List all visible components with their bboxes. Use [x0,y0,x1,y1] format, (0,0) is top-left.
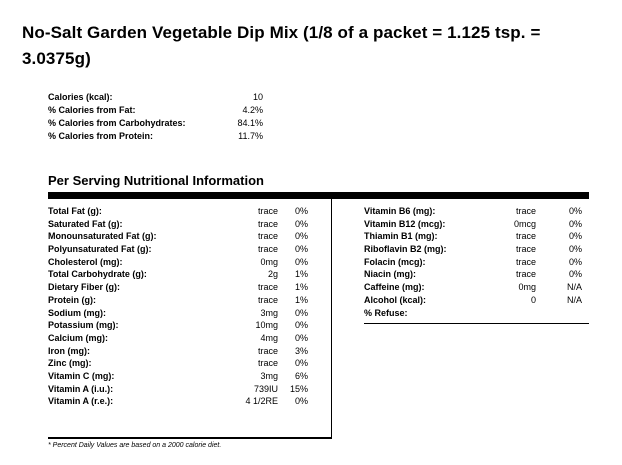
nutrient-amount: trace [257,244,278,255]
nutrient-name: Folacin (mcg): [364,256,426,267]
nutrient-amount: trace [257,282,278,293]
nutrient-amount [480,307,536,320]
nutrient-row [48,294,310,307]
summary-value: 84.1% [237,118,263,128]
nutrient-amount: 2g [267,269,278,280]
nutrient-name: Vitamin A (i.u.): [48,383,114,394]
nutrient-name: Niacin (mg): [364,269,417,280]
nutrient-amount: trace [257,358,278,369]
nutrient-daily-value: 0% [294,332,308,343]
nutrient-name: Thiamin B1 (mg): [364,231,438,242]
summary-row [48,91,263,104]
nutrient-amount: 4mg [260,332,278,343]
footer-divider [48,437,332,439]
nutrient-name: Cholesterol (mg): [48,256,123,267]
footnote: * Percent Daily Values are based on a 2000 calorie diet. [48,442,222,449]
nutrient-amount: trace [515,256,536,267]
nutrient-row [48,205,310,218]
nutrient-row [364,256,586,269]
nutrient-row [48,370,310,383]
nutrient-row [364,294,586,307]
nutrient-name: Polyunsaturated Fat (g): [48,244,152,255]
nutrient-name: Monounsaturated Fat (g): [48,231,157,242]
nutrient-amount: trace [257,345,278,356]
nutrient-amount: 10mg [255,320,278,331]
summary-label: % Calories from Carbohydrates: [48,118,186,128]
nutrient-amount: 0mcg [513,218,536,229]
nutrient-daily-value: 1% [294,282,308,293]
nutrient-daily-value: 6% [294,370,308,381]
nutrient-row [364,218,586,231]
section-title: Per Serving Nutritional Information [48,173,264,188]
nutrient-daily-value: 0% [294,231,308,242]
summary-label: % Calories from Fat: [48,105,136,115]
nutrient-row [364,268,586,281]
nutrient-daily-value: 0% [568,231,582,242]
nutrient-name: Dietary Fiber (g): [48,282,121,293]
nutrient-list-left [48,205,310,408]
nutrient-row [48,307,310,320]
nutrient-daily-value: 0% [294,358,308,369]
nutrient-daily-value: N/A [566,294,582,305]
nutrient-daily-value: 0% [294,206,308,216]
column-divider [331,199,332,438]
nutrient-amount: trace [257,231,278,242]
nutrient-amount: trace [257,206,278,216]
nutrient-amount: 0mg [518,282,536,293]
nutrient-row [48,230,310,243]
nutrient-amount: 3mg [260,307,278,318]
nutrient-amount: 4 1/2RE [245,396,278,407]
nutrient-daily-value: 0% [294,256,308,267]
summary-value: 10 [252,92,263,102]
nutrient-name: Total Carbohydrate (g): [48,269,147,280]
nutrient-name: Vitamin B12 (mcg): [364,218,446,229]
nutrient-amount: trace [515,269,536,280]
page-title: No-Salt Garden Vegetable Dip Mix (1/8 of a packet = 1.125 tsp. = 3.0375g) [22,23,541,68]
nutrient-daily-value [536,307,582,320]
nutrient-row [48,345,310,358]
nutrient-name: Zinc (mg): [48,358,92,369]
nutrient-daily-value: 0% [568,206,582,216]
summary-label: Calories (kcal): [48,92,113,102]
summary-row [48,104,263,117]
nutrient-name: Total Fat (g): [48,206,102,216]
nutrient-row [48,256,310,269]
nutrient-amount: 0mg [260,256,278,267]
nutrient-name: Sodium (mg): [48,307,106,318]
nutrient-row [48,319,310,332]
nutrient-row [364,281,586,294]
nutrient-row [48,281,310,294]
nutrient-amount: trace [515,206,536,216]
nutrient-daily-value: 0% [294,320,308,331]
nutrient-daily-value: 1% [294,269,308,280]
nutrient-row [48,243,310,256]
nutrient-amount: 3mg [260,370,278,381]
nutrient-name: Vitamin C (mg): [48,370,115,381]
nutrient-amount: trace [515,244,536,255]
summary-label: % Calories from Protein: [48,131,154,141]
summary-value: 4.2% [242,105,263,115]
nutrient-name: % Refuse: [364,307,408,318]
nutrient-row [48,218,310,231]
nutrient-row [364,243,586,256]
nutrient-daily-value: 1% [294,294,308,305]
nutrient-amount: trace [257,294,278,305]
nutrient-name: Alcohol (kcal): [364,294,427,305]
nutrient-daily-value: 3% [294,345,308,356]
nutrient-name: Riboflavin B2 (mg): [364,244,447,255]
nutrient-amount: trace [515,231,536,242]
nutrient-row [48,383,310,396]
nutrient-name: Protein (g): [48,294,96,305]
nutrient-row [364,307,586,320]
nutrient-amount: 739IU [253,383,278,394]
nutrient-amount: trace [257,218,278,229]
nutrient-daily-value: 0% [294,244,308,255]
nutrient-daily-value: 15% [289,383,308,394]
nutrient-daily-value: 0% [568,269,582,280]
nutrient-row [48,332,310,345]
right-column-bottom-rule [364,323,589,324]
nutrient-row [364,230,586,243]
nutrient-row [48,268,310,281]
nutrient-name: Potassium (mg): [48,320,119,331]
nutrient-daily-value: 0% [568,218,582,229]
nutrient-name: Vitamin B6 (mg): [364,206,436,216]
nutrient-daily-value: 0% [294,396,308,407]
nutrient-name: Iron (mg): [48,345,90,356]
nutrient-daily-value: 0% [294,218,308,229]
summary-row [48,130,263,143]
section-divider [48,192,589,199]
nutrient-name: Saturated Fat (g): [48,218,123,229]
summary-row [48,117,263,130]
nutrient-amount: 0 [530,294,536,305]
nutrient-name: Caffeine (mg): [364,282,425,293]
nutrient-name: Vitamin A (r.e.): [48,396,114,407]
calorie-summary [48,91,263,143]
nutrient-row [48,395,310,408]
nutrient-row [364,205,586,218]
nutrient-name: Calcium (mg): [48,332,109,343]
nutrient-list-right [364,205,586,319]
nutrient-daily-value: 0% [294,307,308,318]
nutrient-daily-value: 0% [568,244,582,255]
nutrient-row [48,357,310,370]
nutrient-daily-value: 0% [568,256,582,267]
summary-value: 11.7% [238,131,263,141]
nutrient-daily-value: N/A [566,282,582,293]
